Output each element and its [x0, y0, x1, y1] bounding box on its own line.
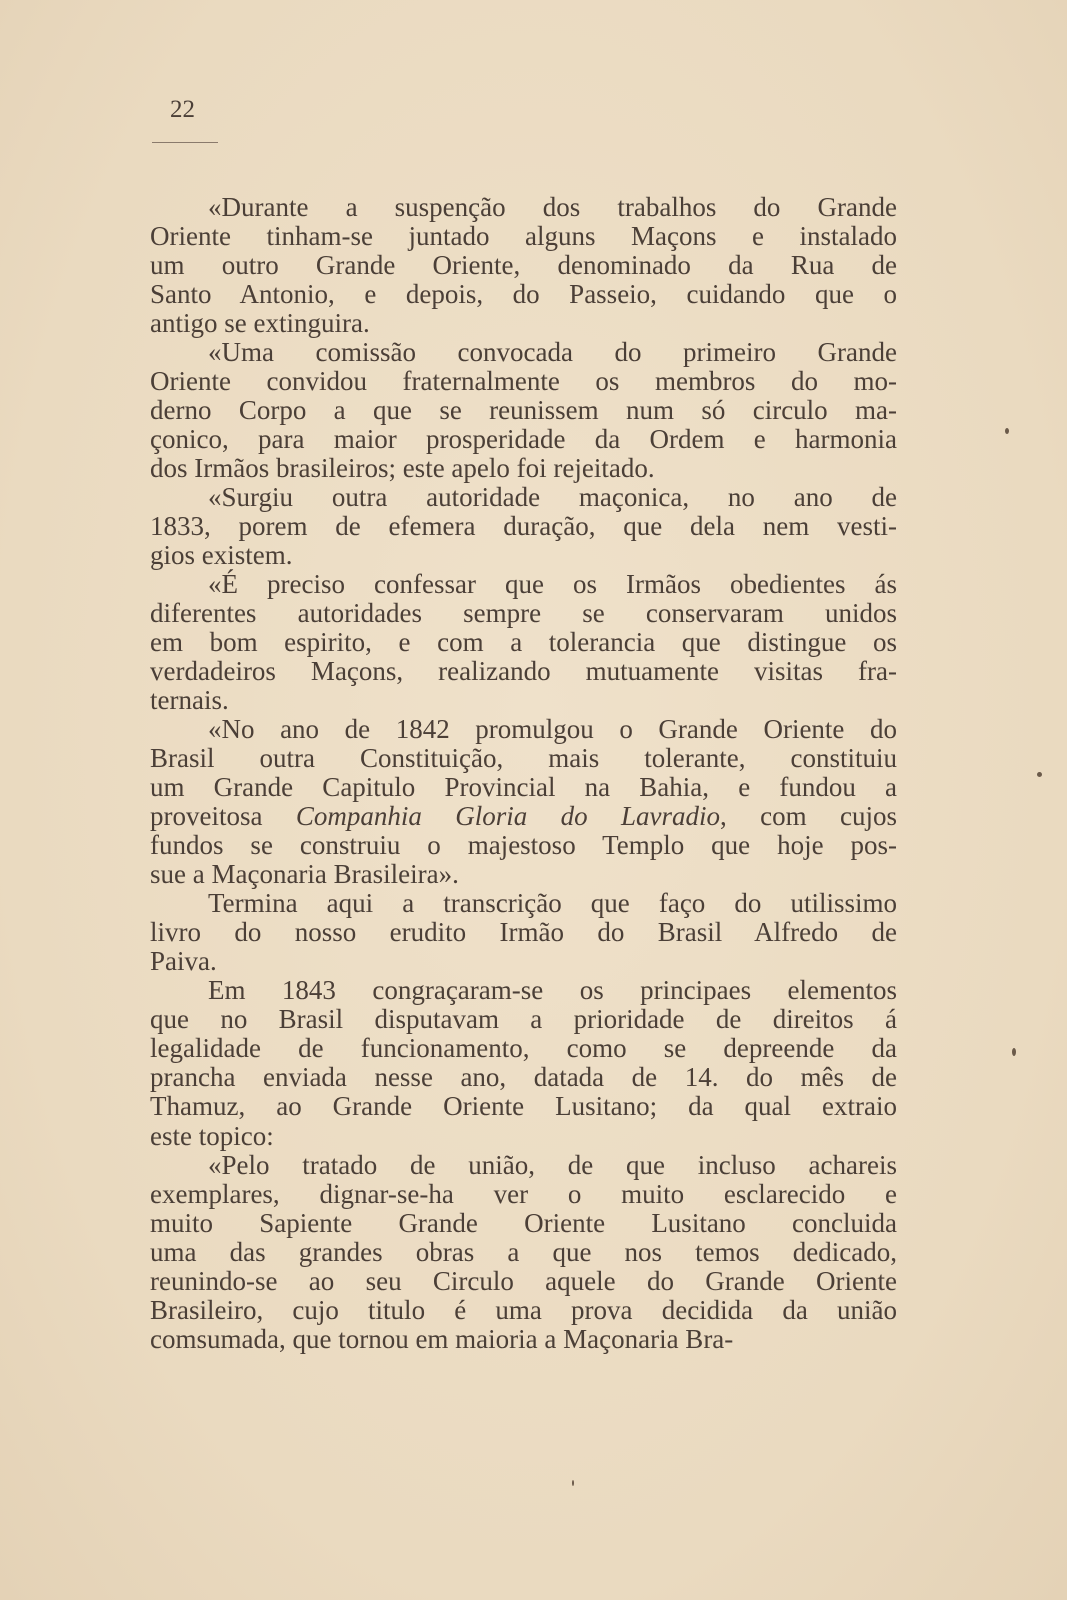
header-rule — [152, 142, 218, 143]
page-number: 22 — [170, 96, 195, 123]
text-line: Brasileiro, cujo titulo é uma prova decidida da união — [150, 1294, 897, 1325]
text-line: dos Irmãos brasileiros; este apelo foi rejeitado. — [150, 453, 655, 484]
text-line: «Pelo tratado de união, de que incluso achareis — [208, 1149, 897, 1180]
text-line: uma das grandes obras a que nos temos dedicado, — [150, 1236, 897, 1267]
text-line: antigo se extinguira. — [150, 308, 370, 339]
text-line: Thamuz, ao Grande Oriente Lusitano; da qual extraio — [150, 1091, 897, 1122]
italic-title: Companhia Gloria do Lavradio — [295, 801, 721, 832]
text-line: «Durante a suspenção dos trabalhos do Grande — [208, 192, 897, 222]
text-line: fundos se construiu o majestoso Templo que hoje pos- — [150, 830, 897, 861]
text-line: um Grande Capitulo Provincial na Bahia, e fundou a — [150, 772, 897, 803]
text-line: legalidade de funcionamento, como se depreende da — [150, 1033, 897, 1064]
text-line: exemplares, dignar-se-ha ver o muito esclarecido e — [150, 1178, 897, 1209]
text-line: um outro Grande Oriente, denominado da Rua de — [150, 250, 897, 281]
text-line: derno Corpo a que se reunissem num só circulo ma- — [150, 395, 897, 426]
text-segment: , com cujos — [720, 801, 897, 832]
text-line: «Surgiu outra autoridade maçonica, no ano de — [208, 482, 897, 513]
text-line: «Uma comissão convocada do primeiro Grande — [208, 337, 897, 368]
text-segment: proveitosa — [150, 801, 296, 832]
text-line: Em 1843 congraçaram-se os principaes elementos — [208, 975, 897, 1006]
text-line: «No ano de 1842 promulgou o Grande Oriente do — [208, 714, 897, 745]
text-line: muito Sapiente Grande Oriente Lusitano concluida — [150, 1207, 897, 1238]
text-line: este topico: — [150, 1120, 274, 1151]
text-line: ternais. — [150, 685, 229, 716]
text-line: livro do nosso erudito Irmão do Brasil Alfredo de — [150, 917, 897, 948]
scan-speck — [1005, 428, 1009, 434]
text-line: comsumada, que tornou em maioria a Maçonaria Bra- — [150, 1323, 734, 1354]
text-line: 1833, porem de efemera duração, que dela nem vesti- — [150, 511, 897, 542]
text-line: «É preciso confessar que os Irmãos obedientes ás — [208, 569, 897, 600]
text-line: Paiva. — [150, 946, 217, 977]
text-line: Termina aqui a transcrição que faço do utilissimo — [208, 888, 897, 919]
text-line — [150, 802, 897, 831]
body-text — [150, 193, 897, 1354]
text-line: Oriente convidou fraternalmente os membros do mo- — [150, 366, 897, 397]
text-line: diferentes autoridades sempre se conservaram unidos — [150, 598, 897, 629]
scan-speck — [1012, 1048, 1016, 1056]
text-line: prancha enviada nesse ano, datada de 14. do mês de — [150, 1062, 897, 1093]
text-line: sue a Maçonaria Brasileira». — [150, 859, 459, 890]
scan-speck — [1037, 772, 1042, 777]
text-line: verdadeiros Maçons, realizando mutuamente visitas fra- — [150, 656, 897, 687]
text-line: çonico, para maior prosperidade da Ordem e harmonia — [150, 424, 897, 455]
text-line: que no Brasil disputavam a prioridade de direitos á — [150, 1004, 897, 1035]
scan-speck — [572, 1480, 574, 1486]
text-line: reunindo-se ao seu Circulo aquele do Grande Oriente — [150, 1265, 897, 1296]
text-line: Oriente tinham-se juntado alguns Maçons e instalado — [150, 221, 897, 252]
text-line: gios existem. — [150, 540, 293, 571]
text-line: em bom espirito, e com a tolerancia que distingue os — [150, 627, 897, 658]
text-line: Brasil outra Constituição, mais tolerante, constituiu — [150, 743, 897, 774]
text-line: Santo Antonio, e depois, do Passeio, cuidando que o — [150, 279, 897, 310]
